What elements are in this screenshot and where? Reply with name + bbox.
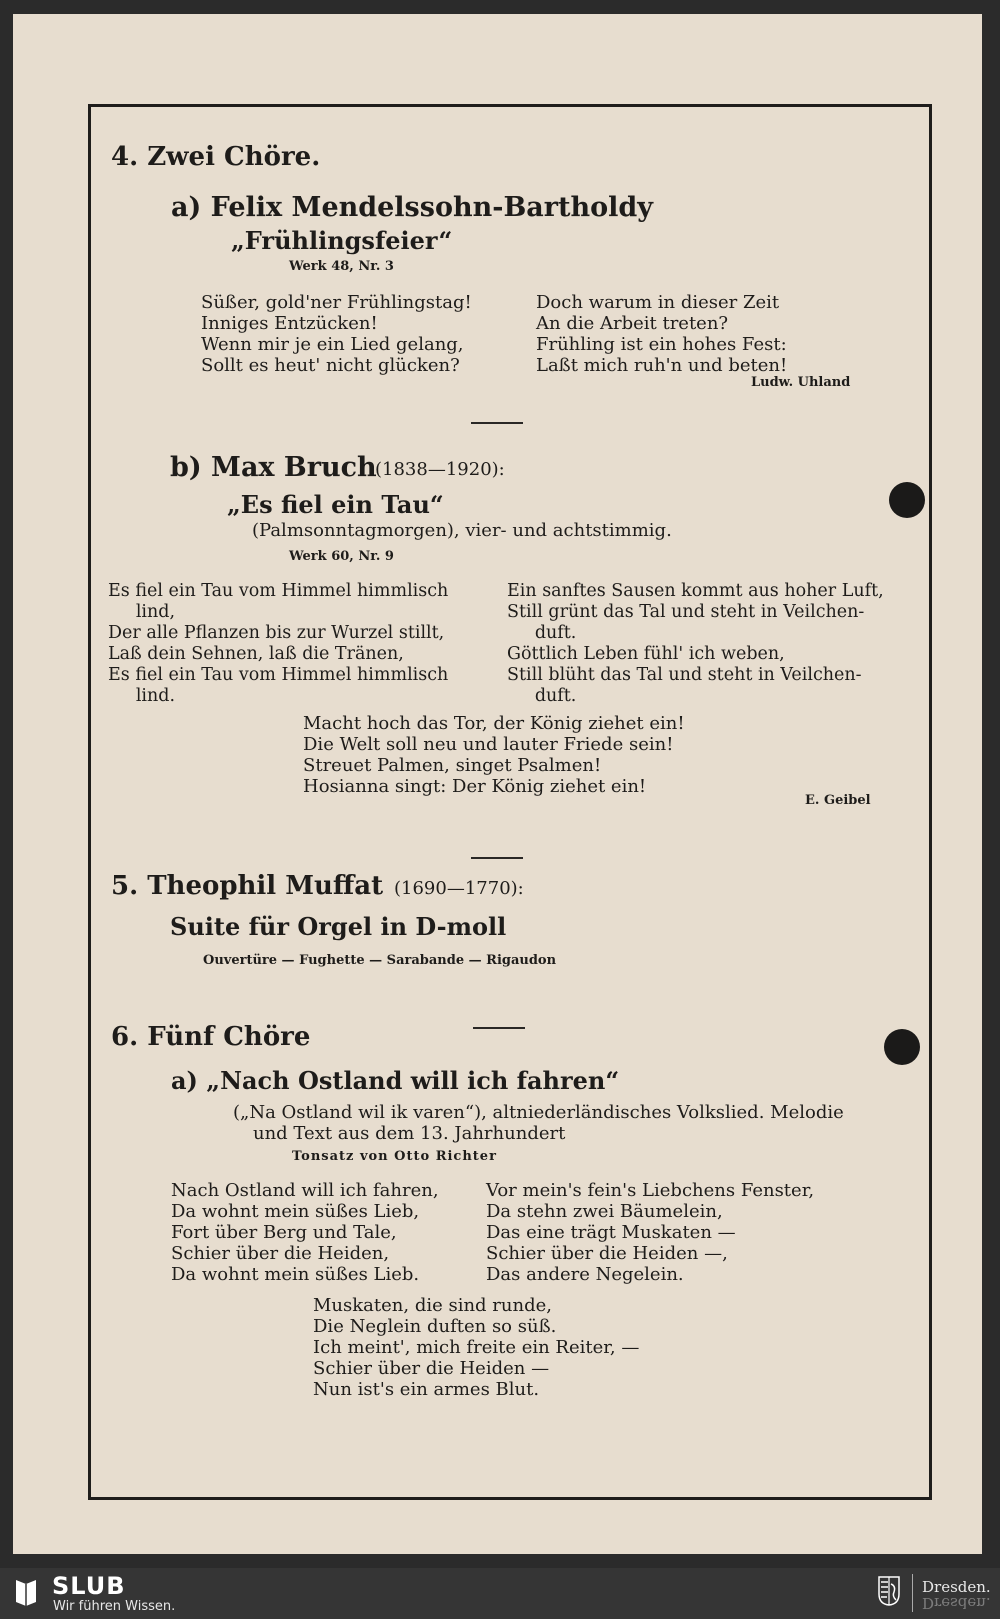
slub-tagline: Wir führen Wissen. bbox=[53, 1599, 176, 1614]
poem-right-column: Ein sanftes Sausen kommt aus hoher Luft, Still grünt das Tal und steht in Veilchen- duft. Göttlich Leben fühl' ich weben, Still blüht das Tal und steht in Veilchen- duft. bbox=[507, 581, 884, 706]
work-title-suite: Suite für Orgel in D-moll bbox=[170, 912, 507, 941]
work-subtitle: (Palmsonntagmorgen), vier- und achtstimmig. bbox=[252, 520, 672, 541]
logo-separator bbox=[912, 1574, 913, 1612]
punch-hole bbox=[884, 1029, 920, 1065]
poet-credit: Ludw. Uhland bbox=[751, 375, 851, 390]
dresden-logo-text[interactable]: Dresden. bbox=[922, 1578, 991, 1596]
section-divider bbox=[471, 857, 523, 859]
section-5-title: 5. Theophil Muffat bbox=[111, 871, 384, 901]
program-page bbox=[13, 14, 982, 1554]
section-divider bbox=[473, 1027, 525, 1029]
section-divider bbox=[471, 422, 523, 424]
poem-right-column: Vor mein's fein's Liebchens Fenster, Da stehn zwei Bäumelein, Das eine trägt Muskaten — Schier über die Heiden —, Das andere Negelein. bbox=[486, 1180, 815, 1285]
slub-logo-text[interactable]: SLUB bbox=[52, 1572, 126, 1600]
punch-hole bbox=[889, 482, 925, 518]
section-4-title: 4. Zwei Chöre. bbox=[111, 142, 321, 172]
movement-list: Ouvertüre — Fughette — Sarabande — Rigaudon bbox=[203, 953, 557, 968]
work-subtitle: und Text aus dem 13. Jahrhundert bbox=[253, 1123, 566, 1144]
opus-number: Werk 60, Nr. 9 bbox=[289, 549, 394, 564]
arranger-credit: Tonsatz von Otto Richter bbox=[292, 1149, 497, 1164]
composer-dates: (1690—1770): bbox=[394, 878, 524, 899]
poem-refrain: Macht hoch das Tor, der König ziehet ein! Die Welt soll neu und lauter Friede sein! Streuet Palmen, singet Psalmen! Hosianna singt: Der König ziehet ein! bbox=[303, 713, 685, 797]
opus-number: Werk 48, Nr. 3 bbox=[289, 259, 394, 274]
work-title-es-fiel-ein-tau: „Es fiel ein Tau“ bbox=[227, 490, 444, 519]
composer-dates: (1838—1920): bbox=[375, 459, 505, 480]
section-6-title: 6. Fünf Chöre bbox=[111, 1022, 311, 1052]
work-title-nach-ostland: a) „Nach Ostland will ich fahren“ bbox=[171, 1066, 620, 1095]
work-subtitle: („Na Ostland wil ik varen“), altniederländisches Volkslied. Melodie bbox=[233, 1102, 844, 1123]
footer-bar bbox=[0, 1568, 1000, 1619]
dresden-logo-reflection: Dresden. bbox=[922, 1594, 991, 1612]
composer-mendelssohn: a) Felix Mendelssohn-Bartholdy bbox=[171, 192, 653, 223]
poem-right-column: Doch warum in dieser Zeit An die Arbeit treten? Frühling ist ein hohes Fest: Laßt mich ruh'n und beten! bbox=[536, 292, 788, 376]
poet-credit: E. Geibel bbox=[805, 793, 871, 808]
poem-left-column: Es fiel ein Tau vom Himmel himmlisch lind, Der alle Pflanzen bis zur Wurzel stillt, Laß dein Sehnen, laß die Tränen, Es fiel ein Tau vom Himmel himmlisch lind. bbox=[108, 581, 449, 706]
composer-bruch: b) Max Bruch bbox=[170, 452, 377, 483]
poem-refrain: Muskaten, die sind runde, Die Neglein duften so süß. Ich meint', mich freite ein Reiter, — Schier über die Heiden — Nun ist's ein armes Blut. bbox=[313, 1295, 640, 1400]
poem-left-column: Süßer, gold'ner Frühlingstag! Inniges Entzücken! Wenn mir je ein Lied gelang, Sollt es heut' nicht glücken? bbox=[201, 292, 472, 376]
poem-left-column: Nach Ostland will ich fahren, Da wohnt mein süßes Lieb, Fort über Berg und Tale, Schier über die Heiden, Da wohnt mein süßes Lieb. bbox=[171, 1180, 439, 1285]
dresden-coat-of-arms-icon bbox=[878, 1576, 900, 1606]
slub-book-icon bbox=[14, 1576, 38, 1606]
work-title-fruehlingsfeier: „Frühlingsfeier“ bbox=[231, 226, 453, 255]
